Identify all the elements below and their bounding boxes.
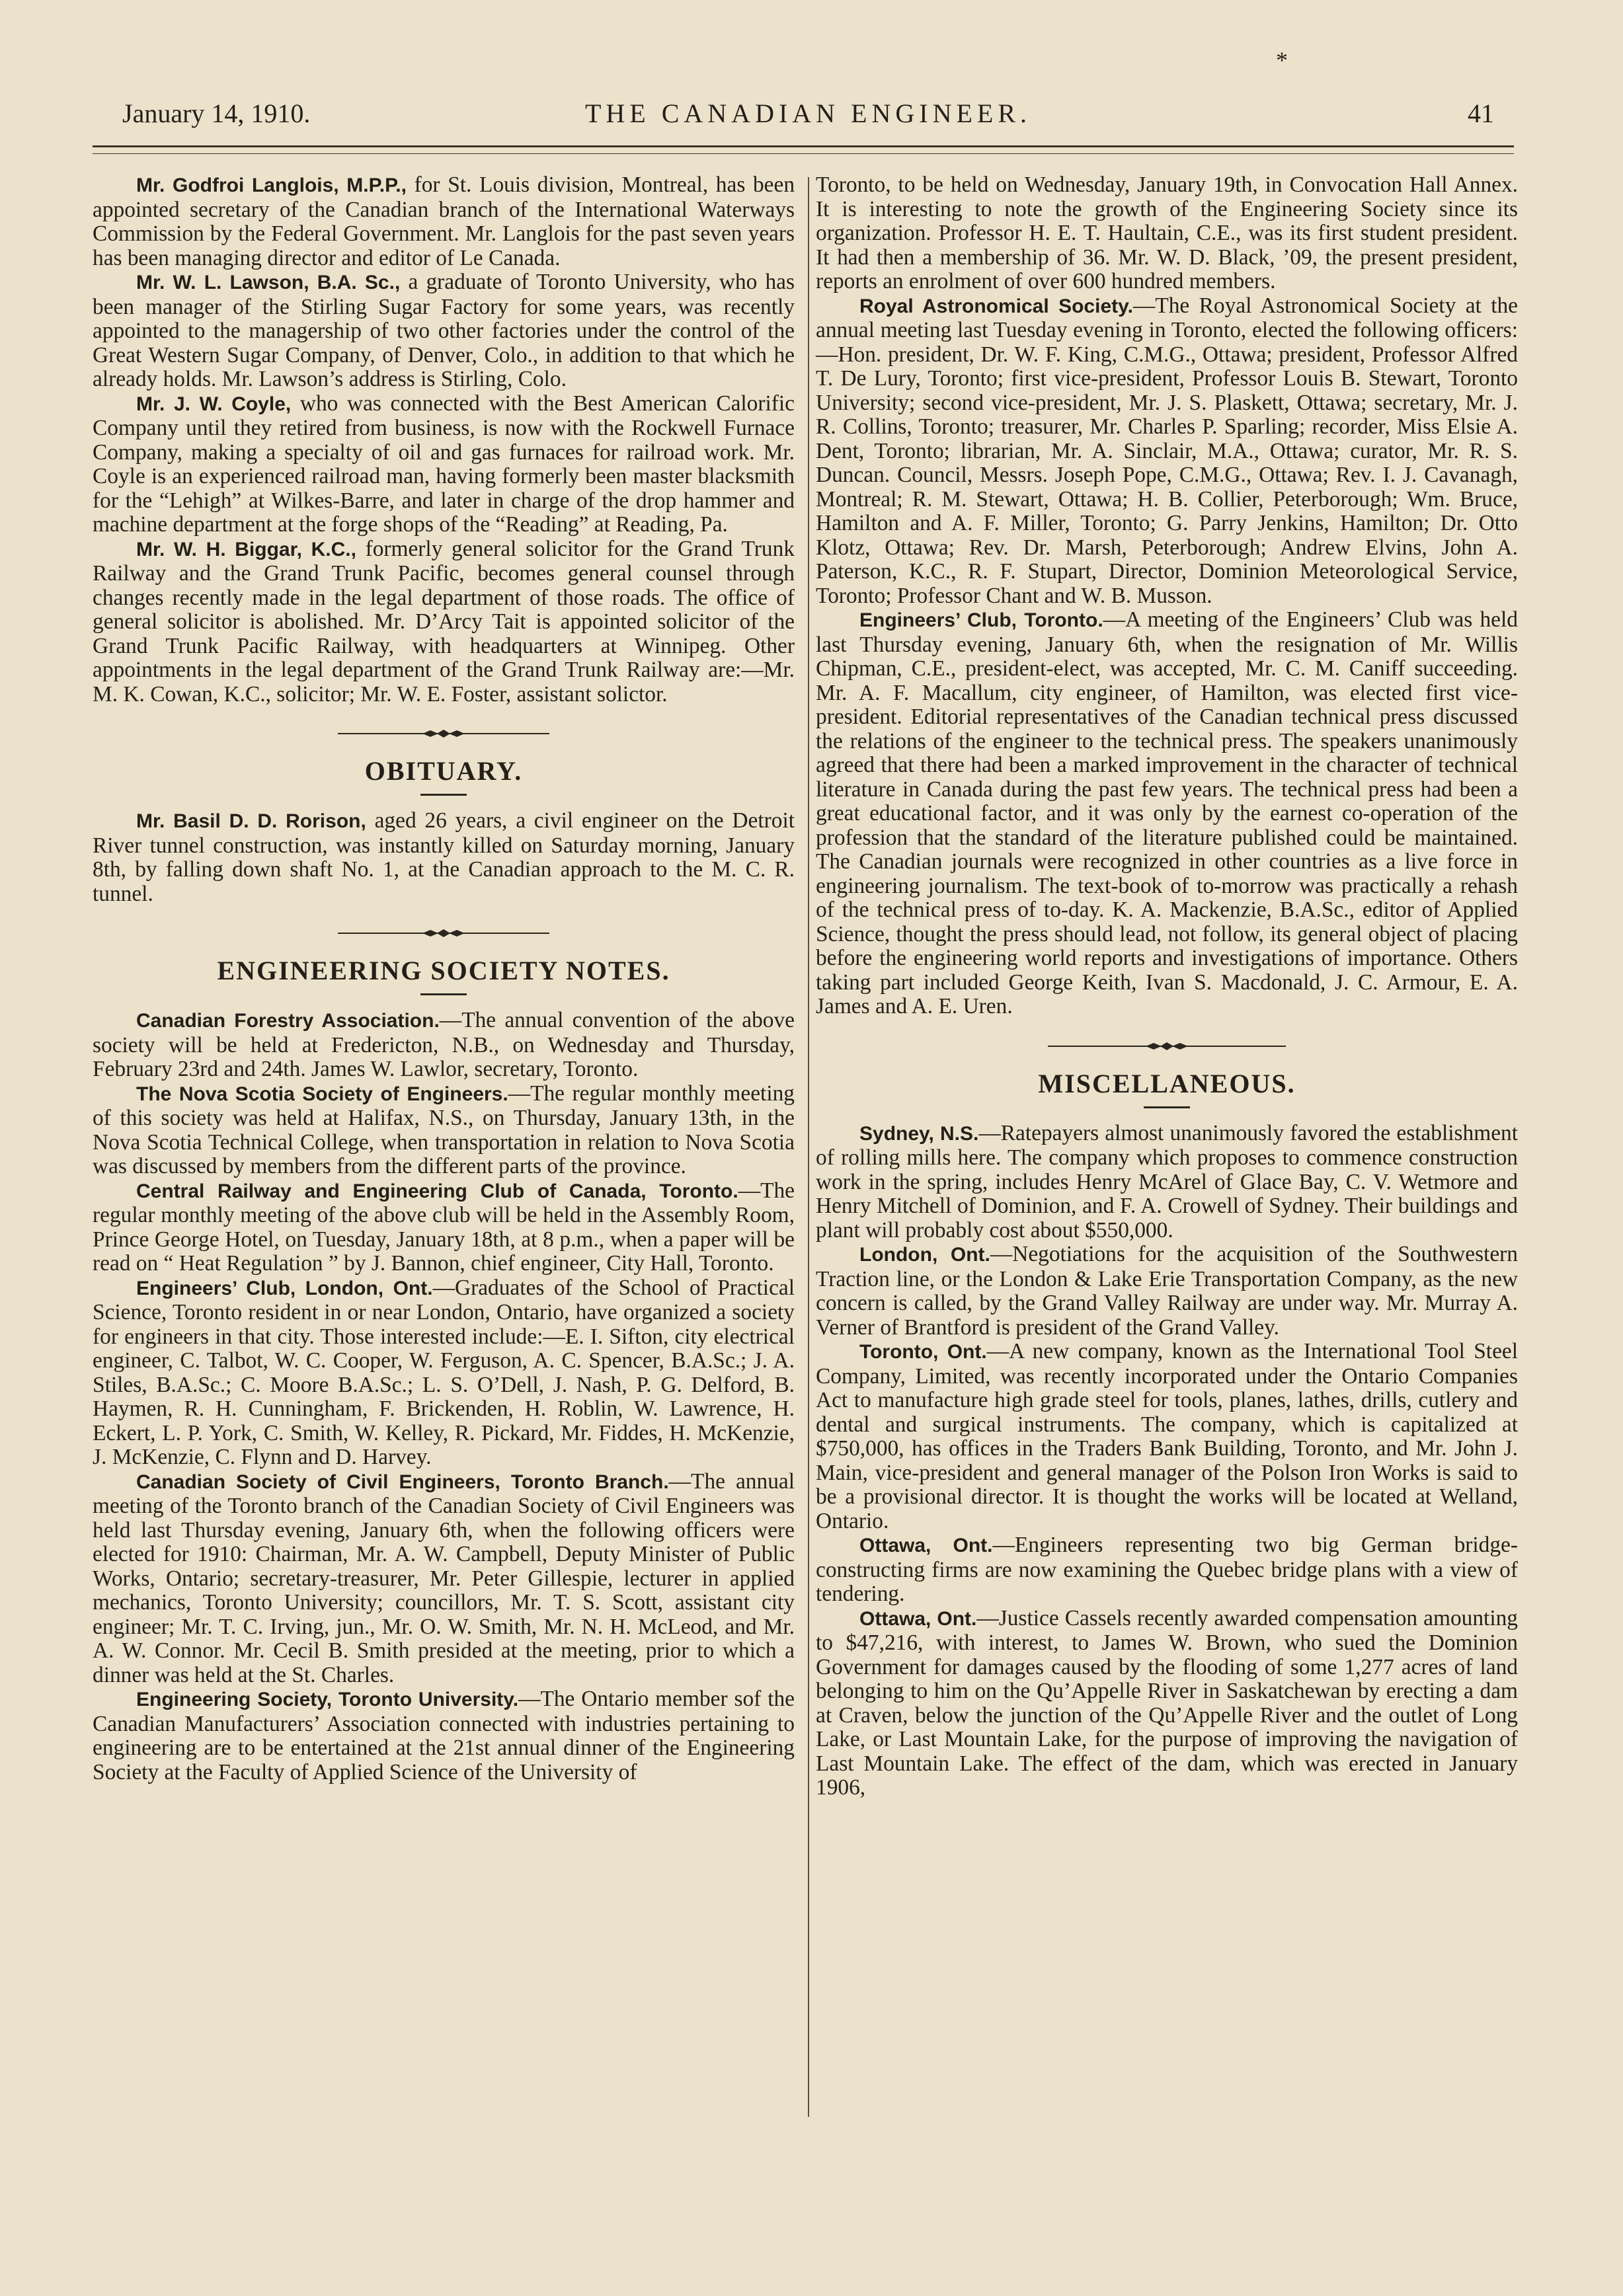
- header-rule-thick: [93, 145, 1514, 147]
- paragraph-lead: Central Railway and Engineering Club of Canada, Toronto.: [136, 1180, 738, 1202]
- paragraph-text: —The Ontario member sof the Canadian Manufacturers’ Association connected with industries pertaining to engineering are to be entertained at the 21st annual dinner of the Engineering Society at the Faculty of Applied Science of the University of: [93, 1687, 795, 1784]
- paragraph-text: a graduate of Toronto University, who has been manager of the Stirling Sugar Factory for some years, was recently appointed to the managership of two other factories under the control of the Great Western Sugar Company, of Denver, Colo., in addition to that which he already holds. Mr. Lawson’s address is Stirling, Colo.: [93, 270, 795, 391]
- paragraph-lead: Mr. Basil D. D. Rorison,: [136, 810, 366, 832]
- paragraph-text: —Ratepayers almost unanimously favored the establishment of rolling mills here. The company which proposes to commence construction work in the spring, includes Henry McArel of Glace Bay, C. V. Wetmore and Henry Mitchell of Dominion, and F. A. Crowell of Sydney. Their buildings and plant will probably cost about $550,000.: [816, 1120, 1518, 1243]
- paragraph-lead: Mr. W. L. Lawson, B.A. Sc.,: [136, 272, 401, 293]
- paragraph-lead: Canadian Forestry Association.: [136, 1010, 440, 1032]
- heading-rule: [420, 794, 467, 796]
- miscellaneous-section: [816, 1068, 1518, 1800]
- issue-date: January 14, 1910.: [122, 98, 311, 128]
- paragraph: [93, 392, 795, 537]
- paragraph: [816, 1122, 1518, 1243]
- margin-mark: *: [1276, 47, 1288, 73]
- paragraph-text: —The Royal Astronomical Society at the annual meeting last Tuesday evening in Toronto, elected the following officers:—Hon. president, Dr. W. F. King, C.M.G., Ottawa; president, Professor Alfred T. De Lury, Toronto; first vice-president, Professor Louis B. Stewart, Toronto University; second vice-president, Mr. J. S. Plaskett, Ottawa; secretary, Mr. J. R. Collins, Toronto; treasurer, Mr. Charles P. Sparling; recorder, Miss Elsie A. Dent, Toronto; librarian, Mr. A. Sinclair, M.A., Ottawa; curator, Mr. R. S. Duncan. Council, Messrs. Joseph Pope, C.M.G., Ottawa; Rev. I. J. Cavanagh, Montreal; R. M. Stewart, Ottawa; H. B. Collier, Peterborough; Wm. Bruce, Hamilton and A. F. Miller, Toronto; G. Parry Jenkins, Hamilton; Dr. Otto Klotz, Ottawa; Rev. Dr. Marsh, Peterborough; Andrew Elvins, John A. Paterson, K.C., R. F. Stupart, Director, Dominion Meteorological Service, Toronto; Professor Chant and W. B. Musson.: [816, 293, 1519, 608]
- paragraph-text: formerly general solicitor for the Grand Trunk Railway and the Grand Trunk Pacific, becomes general counsel through changes recently made in the legal department of those roads. The office of general solicitor is abolished. Mr. D’Arcy Tait is appointed solicitor of the Grand Trunk Pacific Railway, with headquarters at Winnipeg. Other appointments in the legal department of the Grand Trunk Railway are:—Mr. M. K. Cowan, K.C., solicitor; Mr. W. E. Foster, assistant solictor.: [93, 536, 795, 707]
- paragraph: [816, 1607, 1518, 1800]
- paragraph: [816, 1340, 1518, 1533]
- paragraph-lead: London, Ont.: [859, 1244, 990, 1266]
- paragraph: [816, 294, 1518, 609]
- paragraph-text: aged 26 years, a civil engineer on the Detroit River tunnel construction, was instantly killed on Saturday morning, January 8th, by falling down shaft No. 1, at the Canadian approach to the M. C. R. tunnel.: [93, 808, 795, 906]
- paragraph-lead: Mr. W. H. Biggar, K.C.,: [136, 538, 356, 560]
- paragraph: [93, 1276, 795, 1470]
- paragraph-text: —Graduates of the School of Practical Science, Toronto resident in or near London, Ontario, have organized a society for engineers in that city. Those interested include:—E. I. Sifton, city electrical engineer, C. Talbot, W. C. Cooper, W. Ferguson, A. C. Spencer, B.A.Sc.; J. A. Stiles, B.A.Sc.; C. Moore B.A.Sc.; L. S. O’Dell, J. Nash, P. G. Delford, B. Haymen, R. H. Cunningham, F. Brickenden, H. Roblin, W. Lawrence, H. Eckert, L. P. York, C. Smith, W. Kelley, R. Pickard, Mr. Fiddes, H. McKenzie, J. McKenzie, C. Flynn and D. Harvey.: [93, 1275, 795, 1469]
- paragraph: [93, 1179, 795, 1276]
- heading-rule: [420, 993, 467, 995]
- paragraph: [93, 1470, 795, 1688]
- paragraph-text: —Negotiations for the acquisition of the Southwestern Traction line, or the London & Lake Erie Transportation Company, as the new concern is called, by the Grand Valley Railway are under way. Mr. Murray A. Verner of Brantford is president of the Grand Valley.: [816, 1242, 1518, 1340]
- section-ornament-icon: [338, 729, 549, 738]
- paragraph: [816, 1533, 1518, 1607]
- column-divider: [808, 177, 809, 2117]
- paragraph: [93, 1082, 795, 1179]
- paragraph-lead: Mr. J. W. Coyle,: [136, 393, 292, 415]
- paragraph-text: for St. Louis division, Montreal, has been appointed secretary of the Canadian branch of the International Waterways Commission by the Federal Government. Mr. Langlois for the past seven years has been managing director and editor of Le Canada.: [93, 172, 795, 270]
- paragraph-text: —The annual meeting of the Toronto branch of the Canadian Society of Civil Engineers was held last Thursday evening, January 6th, when the following officers were elected for 1910: Chairman, Mr. A. W. Campbell, Deputy Minister of Public Works, Ontario; secretary-treasurer, Mr. Peter Gillespie, lecturer in applied mechanics, Toronto University; councillors, Mr. T. S. Scott, assistant city engineer; Mr. T. C. Irving, jun., Mr. O. W. Smith, Mr. N. H. McLeod, and Mr. A. W. Connor. Mr. Cecil B. Smith presided at the meeting, prior to which a dinner was held at the St. Charles.: [93, 1469, 795, 1687]
- paragraph: [93, 270, 795, 392]
- paragraph-lead: Toronto, Ont.: [859, 1341, 987, 1363]
- right-column: [816, 173, 1518, 1800]
- continued-paragraph: Toronto, to be held on Wednesday, January 19th, in Convocation Hall Annex. It is interesting to note the growth of the Engineering Society since its organization. Professor H. E. T. Haultain, C.E., was its first student president. It had then a membership of 36. Mr. W. D. Black, ’09, the present president, reports an enrolment of over 600 hundred members.: [816, 172, 1518, 293]
- section-ornament-icon: [338, 929, 549, 938]
- obituary-section: [93, 758, 795, 906]
- paragraph-lead: Ottawa, Ont.: [859, 1535, 993, 1556]
- obituary-heading: OBITUARY.: [364, 756, 523, 786]
- paragraph: [93, 173, 795, 270]
- paragraph-lead: Engineers’ Club, Toronto.: [859, 609, 1103, 631]
- paragraph-text: —A meeting of the Engineers’ Club was held last Thursday evening, January 6th, when the resignation of Mr. Willis Chipman, C.E., president-elect, was accepted, Mr. C. M. Caniff succeeding. Mr. A. F. Macallum, city engineer, of Hamilton, was elected first vice-president. Editorial representatives of the Canadian technical press discussed the relations of the engineer to the technical press. The speakers unanimously agreed that there had been a marked improvement in the character of technical literature in Canada during the past few years. The technical press had been a great educational factor, and it was only by the earnest co-operation of the profession that the standard of the literature published could be maintained. The Canadian journals were recognized in other countries as a live force in engineering journalism. The text-book of to-morrow was practically a rehash of the technical press of to-day. K. A. Mackenzie, B.A.Sc., editor of Applied Science, thought the press should lead, not follow, its general object of placing before the engineering world reports and investigations of importance. Others taking part included George Keith, Ivan S. Macdonald, J. C. Armour, E. A. James and A. E. Uren.: [816, 607, 1518, 1018]
- personals-section: [93, 173, 795, 707]
- left-column: [93, 173, 795, 1784]
- paragraph-text: who was connected with the Best American Calorific Company until they retired from business, is now with the Rockwell Furnace Company, making a specialty of oil and gas furnaces for railroad work. Mr. Coyle is an experienced railroad man, having formerly been master blacksmith for the “Lehigh” at Wilkes-Barre, and later in charge of the drop hammer and machine department at the forge shops of the “Reading” at Reading, Pa.: [93, 391, 795, 537]
- paragraph: [93, 537, 795, 707]
- paragraph: [816, 1243, 1518, 1340]
- paragraph-lead: Royal Astronomical Society.: [859, 295, 1133, 317]
- paragraph-lead: The Nova Scotia Society of Engineers.: [136, 1083, 508, 1105]
- paragraph-lead: Mr. Godfroi Langlois, M.P.P.,: [136, 174, 407, 196]
- paragraph-lead: Engineering Society, Toronto University.: [136, 1689, 519, 1710]
- paragraph-lead: Ottawa, Ont.: [859, 1607, 977, 1630]
- paragraph-text: —Justice Cassels recently awarded compensation amounting to $47,216, with interest, to James W. Brown, who sued the Dominion Government for damages caused by the flooding of some 1,277 acres of land belonging to him on the Qu’Appelle River in Saskatchewan by erecting a dam at Craven, below the junction of the Qu’Appelle River and the outlet of Long Lake, or Last Mountain Lake, for the purpose of improving the navigation of Last Mountain Lake. The effect of the dam, which was erected in January 1906,: [816, 1605, 1518, 1800]
- publication-title: THE CANADIAN ENGINEER.: [584, 98, 1032, 128]
- paragraph: [93, 1687, 795, 1784]
- paragraph: [816, 608, 1518, 1019]
- page-number: 41: [1468, 98, 1494, 128]
- paragraph-text: —Engineers representing two big German bridge-constructing firms are now examining the Quebec bridge plans with a view of tendering.: [816, 1533, 1518, 1606]
- paragraph: [93, 809, 795, 906]
- paragraph-text: —The annual convention of the above society will be held at Fredericton, N.B., on Wednesday and Thursday, February 23rd and 24th. James W. Lawlor, secretary, Toronto.: [93, 1008, 795, 1081]
- header-rule-thin: [93, 153, 1514, 154]
- paragraph-lead: Engineers’ Club, London, Ont.: [136, 1277, 433, 1299]
- paragraph: [93, 1009, 795, 1082]
- paragraph-lead: Sydney, N.S.: [859, 1122, 979, 1145]
- society-notes-heading: ENGINEERING SOCIETY NOTES.: [217, 956, 670, 985]
- miscellaneous-heading: MISCELLANEOUS.: [1038, 1068, 1296, 1098]
- section-ornament-icon: [1048, 1042, 1286, 1051]
- paragraph-text: —A new company, known as the International Tool Steel Company, Limited, was recently incorporated under the Ontario Companies Act to manufacture high grade steel for tools, planes, lathes, drills, cutlery and dental and surgical instruments. The company, which is capitalized at $750,000, has offices in the Traders Bank Building, Toronto, and Mr. John J. Main, vice-president and general manager of the Polson Iron Works is said to be a provisional director. It is thought the works will be located at Welland, Ontario.: [816, 1339, 1518, 1533]
- heading-rule: [1144, 1106, 1190, 1108]
- page-header: [122, 98, 1494, 137]
- society-notes-section: [93, 958, 795, 1784]
- paragraph-lead: Canadian Society of Civil Engineers, Toronto Branch.: [136, 1471, 669, 1493]
- paragraph-text: —The regular monthly meeting of the above club will be held in the Assembly Room, Prince George Hotel, on Tuesday, January 18th, at 8 p.m., when a paper will be read on “ Heat Regulation ” by J. Bannon, chief engineer, City Hall, Toronto.: [93, 1178, 795, 1276]
- paragraph-text: —The regular monthly meeting of this society was held at Halifax, N.S., on Thursday, January 13th, in the Nova Scotia Technical College, when transportation in relation to Nova Scotia was discussed by members from the different parts of the province.: [93, 1081, 795, 1178]
